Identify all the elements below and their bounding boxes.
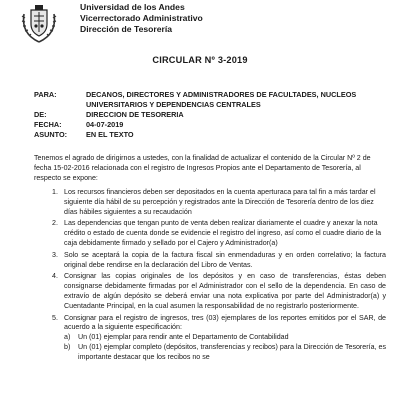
sub-list-letter: b) — [64, 342, 71, 351]
meta-fecha-row — [34, 120, 374, 130]
list-item — [52, 188, 386, 217]
direccion-name: Dirección de Tesorería — [80, 24, 173, 34]
list-item-number: 3. — [52, 250, 58, 259]
numbered-list — [52, 188, 386, 365]
intro-paragraph: Tenemos el agrado de dirigirnos a ustedes, con la finalidad de actualizar el contenido de la Circular Nº 2 de fecha 15-02-2016 relacionada con el registro de Ingresos Propios ante el Departamento de Tesorería, al respecto se expone: — [34, 154, 371, 182]
list-item-text: Consignar para el registro de ingresos, tres (03) ejemplares de los reportes emitidos por el SAR, de acuerdo a la siguiente especificación: — [64, 313, 386, 332]
list-item-number: 4. — [52, 272, 58, 281]
para-label: PARA: — [34, 90, 57, 99]
fecha-value: 04-07-2019 — [86, 120, 124, 129]
para-value: DECANOS, DIRECTORES Y ADMINISTRADORES DE FACULTADES, NUCLEOS UNIVERSITARIOS Y DEPENDENCIAS CENTRALES — [86, 90, 357, 109]
list-item-number: 2. — [52, 219, 58, 228]
meta-para-row — [34, 90, 374, 110]
asunto-label: ASUNTO: — [34, 130, 68, 139]
asunto-value: EN EL TEXTO — [86, 130, 134, 139]
list-item-text: Consignar las copias originales de los depósitos y en caso de transferencias, éstas deben consignarse debidamente firmadas por el Administrador con el sello de la dependencia. En caso de extravío de algún depósito se deberá enviar una nota explicativa por parte del Administrador(a) y Cuentadante Principal, en la cual asumen la responsabilidad de no registrarlo posteriormente. — [64, 272, 386, 310]
fecha-label: FECHA: — [34, 120, 62, 129]
list-item — [52, 251, 386, 271]
institution-header — [80, 2, 203, 35]
sub-list-text: Un (01) ejemplar para rendir ante el Departamento de Contabilidad — [78, 333, 289, 342]
sub-list-item — [64, 343, 386, 363]
sub-list-letter: a) — [64, 333, 71, 342]
sub-list-item — [64, 333, 386, 343]
university-seal-logo — [16, 2, 62, 48]
list-item-number: 1. — [52, 188, 58, 196]
vicerrectorado-name: Vicerrectorado Administrativo — [80, 13, 203, 23]
university-name: Universidad de los Andes — [80, 2, 185, 12]
list-item-text: Solo se aceptará la copia de la factura fiscal sin enmendaduras y en orden correlativo; la factura original debe rendirse en la declaración del Libro de Ventas. — [64, 250, 386, 269]
circular-title: CIRCULAR Nº 3-2019 — [152, 55, 248, 65]
meta-asunto-row — [34, 130, 374, 140]
list-item — [52, 272, 386, 311]
list-item-number: 5. — [52, 313, 58, 322]
list-item-text: Los recursos financieros deben ser depositados en la cuenta aperturaca para tal fin a más tardar el siguiente día hábil de su percepción y registrados ante la Dirección de Tesorería dentro de los diez días hábiles siguientes a su recaudación — [64, 188, 376, 216]
list-item — [52, 314, 386, 363]
memo-meta — [34, 90, 374, 140]
sub-list-text: Un (01) ejemplar completo (depósitos, transferencias y recibos) para la Dirección de Tesorería, es importante destacar que los recibos no se — [78, 342, 386, 361]
list-item-text: Las dependencias que tengan punto de venta deben realizar diariamente el cuadre y anexar la nota crédito o estado de cuenta donde se evidencie el registro del ingreso, así como el cuadre diario de la caja debidamente firmado y sellado por el Cajero y Administrador(a) — [64, 219, 382, 247]
de-value: DIRECCION DE TESORERIA — [86, 110, 184, 119]
meta-de-row — [34, 110, 374, 120]
list-item — [52, 219, 386, 248]
de-label: DE: — [34, 110, 47, 119]
